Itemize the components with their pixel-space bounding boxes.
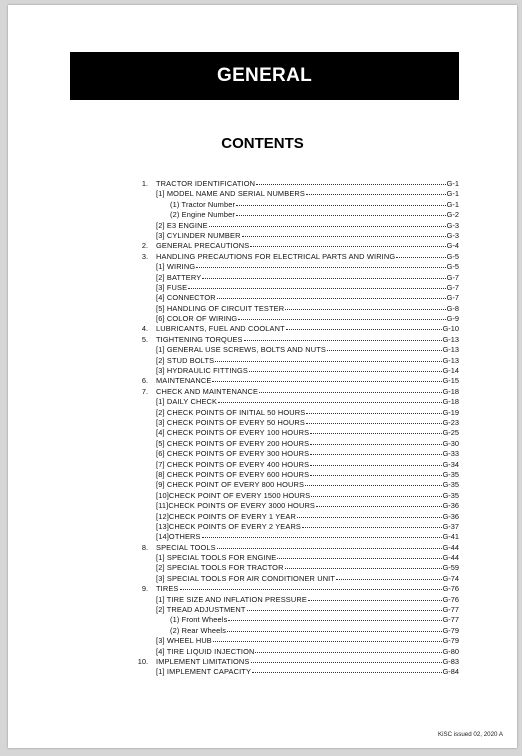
toc-entry[interactable]	[133, 366, 459, 376]
contents-heading: CONTENTS	[221, 135, 304, 152]
dot-leader	[250, 246, 445, 247]
toc-entry-page: G-35	[442, 480, 459, 490]
toc-entry[interactable]	[133, 387, 459, 397]
toc-entry[interactable]	[133, 480, 459, 490]
dot-leader	[285, 309, 445, 310]
toc-entry-label: [4] TIRE LIQUID INJECTION	[156, 646, 255, 656]
toc-entry[interactable]	[133, 314, 459, 324]
dot-leader	[202, 537, 442, 538]
dot-leader	[212, 381, 441, 382]
toc-entry-label: [3] FUSE	[156, 282, 188, 292]
toc-entry-page: G-36	[442, 511, 459, 521]
toc-entry-page: G-1	[446, 189, 459, 199]
toc-entry-number: 10.	[137, 656, 148, 666]
toc-entry-label: [8] CHECK POINTS OF EVERY 600 HOURS	[156, 469, 310, 479]
dot-leader	[218, 402, 441, 403]
toc-entry[interactable]	[133, 615, 459, 625]
toc-entry[interactable]	[133, 252, 459, 262]
toc-entry-page: G-10	[442, 324, 459, 334]
toc-entry-label: [1] DAILY CHECK	[156, 397, 218, 407]
toc-entry-page: G-37	[442, 521, 459, 531]
toc-entry-label: [1] TIRE SIZE AND INFLATION PRESSURE	[156, 594, 307, 604]
dot-leader	[286, 329, 442, 330]
toc-entry-page: G-77	[442, 605, 459, 615]
toc-entry-page: G-13	[442, 334, 459, 344]
toc-entry-page: G-79	[442, 625, 459, 635]
toc-entry-label: [13]CHECK POINTS OF EVERY 2 YEARS	[156, 521, 302, 531]
toc-entry-label: [6] COLOR OF WIRING	[156, 314, 238, 324]
toc-entry-label: [4] CONNECTOR	[156, 293, 216, 303]
toc-entry-label: TRACTOR IDENTIFICATION	[156, 179, 256, 188]
dot-leader	[310, 475, 441, 476]
toc-entry-label: [2] CHECK POINTS OF INITIAL 50 HOURS	[156, 407, 306, 417]
dot-leader	[228, 620, 441, 621]
toc-entry-page: G-30	[442, 438, 459, 448]
toc-entry-label: [5] HANDLING OF CIRCUIT TESTER	[156, 303, 285, 313]
toc-entry[interactable]	[133, 408, 459, 418]
section-banner	[70, 52, 459, 100]
toc-entry-label: SPECIAL TOOLS	[156, 542, 216, 552]
dot-leader	[310, 454, 441, 455]
dot-leader	[180, 589, 442, 590]
issue-footer: KiSC issued 02, 2020 A	[437, 731, 503, 738]
toc-entry[interactable]	[133, 418, 459, 428]
section-title: GENERAL	[217, 65, 312, 86]
toc-entry-page: G-3	[446, 220, 459, 230]
toc-entry-page: G-36	[442, 501, 459, 511]
dot-leader	[236, 215, 446, 216]
toc-entry-label: [2] BATTERY	[156, 272, 202, 282]
dot-leader	[217, 298, 446, 299]
toc-entry-page: G-7	[446, 293, 459, 303]
toc-entry-number: 8.	[141, 542, 148, 552]
toc-entry[interactable]	[133, 397, 459, 407]
dot-leader	[285, 568, 442, 569]
dot-leader	[396, 257, 445, 258]
dot-leader	[259, 392, 441, 393]
toc-entry-number: 7.	[141, 386, 148, 396]
toc-entry-page: G-7	[446, 272, 459, 282]
dot-leader	[310, 465, 441, 466]
toc-entry-page: G-35	[442, 490, 459, 500]
toc-entry-page: G-79	[442, 636, 459, 646]
dot-leader	[316, 506, 442, 507]
toc-entry-label: [9] CHECK POINT OF EVERY 800 HOURS	[156, 480, 305, 490]
toc-entry-page: G-44	[442, 542, 459, 552]
toc-entry[interactable]	[133, 595, 459, 605]
toc-entry-number: 3.	[141, 251, 148, 261]
dot-leader	[196, 267, 445, 268]
toc-entry-label: [1] GENERAL USE SCREWS, BOLTS AND NUTS	[156, 345, 326, 355]
toc-entry-page: G-18	[442, 397, 459, 407]
dot-leader	[277, 558, 441, 559]
toc-entry-page: G-33	[442, 449, 459, 459]
dot-leader	[327, 350, 442, 351]
toc-entry-page: G-1	[446, 179, 459, 188]
toc-entry-page: G-4	[446, 241, 459, 251]
dot-leader	[202, 278, 445, 279]
toc-entry[interactable]	[133, 563, 459, 573]
dot-leader	[297, 517, 442, 518]
toc-entry[interactable]	[133, 179, 459, 189]
toc-entry-label: [10]CHECK POINT OF EVERY 1500 HOURS	[156, 490, 311, 500]
toc-entry-page: G-15	[442, 376, 459, 386]
dot-leader	[251, 662, 442, 663]
toc-entry-page: G-1	[446, 199, 459, 209]
toc-entry-page: G-44	[442, 553, 459, 563]
toc-entry[interactable]	[133, 449, 459, 459]
toc-entry-page: G-7	[446, 282, 459, 292]
toc-entry[interactable]	[133, 512, 459, 522]
dot-leader	[252, 672, 442, 673]
toc-entry-number: 1.	[141, 179, 148, 188]
toc-entry[interactable]	[133, 460, 459, 470]
toc-entry-label: MAINTENANCE	[156, 376, 212, 386]
toc-entry-label: [11]CHECK POINTS OF EVERY 3000 HOURS	[156, 501, 316, 511]
toc-entry[interactable]	[133, 532, 459, 542]
toc-entry-label: [1] IMPLEMENT CAPACITY	[156, 667, 252, 677]
toc-entry[interactable]	[133, 428, 459, 438]
toc-entry[interactable]	[133, 574, 459, 584]
toc-entry[interactable]	[133, 210, 459, 220]
toc-entry-label: GENERAL PRECAUTIONS	[156, 241, 250, 251]
toc-entry-label: [1] SPECIAL TOOLS FOR ENGINE	[156, 553, 277, 563]
toc-entry-label: [2] TREAD ADJUSTMENT	[156, 605, 246, 615]
toc-entry-label: TIGHTENING TORQUES	[156, 334, 243, 344]
toc-entry[interactable]	[133, 189, 459, 199]
toc-entry-label: [3] CHECK POINTS OF EVERY 50 HOURS	[156, 417, 305, 427]
toc-entry-page: G-76	[442, 594, 459, 604]
toc-entry[interactable]	[133, 626, 459, 636]
toc-entry[interactable]	[133, 584, 459, 594]
toc-entry-label: CHECK AND MAINTENANCE	[156, 386, 259, 396]
toc-entry-page: G-35	[442, 469, 459, 479]
toc-entry[interactable]	[133, 283, 459, 293]
toc-entry-page: G-84	[442, 667, 459, 677]
toc-entry-page: G-9	[446, 314, 459, 324]
toc-entry[interactable]	[133, 491, 459, 501]
toc-entry-label: (1) Tractor Number	[170, 199, 236, 209]
toc-entry[interactable]	[133, 470, 459, 480]
document-page	[8, 5, 517, 748]
dot-leader	[306, 413, 441, 414]
toc-entry-number: 4.	[141, 324, 148, 334]
toc-entry-page: G-83	[442, 656, 459, 666]
dot-leader	[244, 340, 442, 341]
toc-entry[interactable]	[133, 231, 459, 241]
dot-leader	[217, 548, 442, 549]
toc-entry-page: G-18	[442, 386, 459, 396]
toc-entry-page: G-5	[446, 251, 459, 261]
toc-entry-page: G-19	[442, 407, 459, 417]
toc-entry-page: G-77	[442, 615, 459, 625]
toc-entry-page: G-41	[442, 532, 459, 542]
toc-entry-label: HANDLING PRECAUTIONS FOR ELECTRICAL PARTS AND WIRING	[156, 251, 396, 261]
toc-entry-page: G-34	[442, 459, 459, 469]
toc-entry[interactable]	[133, 667, 459, 677]
dot-leader	[242, 236, 446, 237]
table-of-contents	[133, 179, 459, 678]
toc-entry[interactable]	[133, 345, 459, 355]
dot-leader	[188, 288, 445, 289]
toc-entry[interactable]	[133, 304, 459, 314]
toc-entry-page: G-74	[442, 573, 459, 583]
dot-leader	[215, 361, 441, 362]
toc-entry-label: [14]OTHERS	[156, 532, 201, 542]
toc-entry-page: G-23	[442, 417, 459, 427]
toc-entry-label: [3] SPECIAL TOOLS FOR AIR CONDITIONER UNIT	[156, 573, 336, 583]
toc-entry-page: G-8	[446, 303, 459, 313]
toc-entry-label: [6] CHECK POINTS OF EVERY 300 HOURS	[156, 449, 310, 459]
dot-leader	[227, 631, 442, 632]
toc-entry-label: [3] HYDRAULIC FITTINGS	[156, 366, 248, 376]
toc-entry-label: IMPLEMENT LIMITATIONS	[156, 656, 250, 666]
dot-leader	[247, 610, 442, 611]
dot-leader	[336, 579, 442, 580]
toc-entry[interactable]	[133, 647, 459, 657]
dot-leader	[255, 652, 441, 653]
toc-entry-number: 2.	[141, 241, 148, 251]
dot-leader	[249, 371, 442, 372]
toc-entry-page: G-13	[442, 345, 459, 355]
toc-entry[interactable]	[133, 636, 459, 646]
toc-entry[interactable]	[133, 324, 459, 334]
toc-entry-number: 9.	[141, 584, 148, 594]
toc-entry-label: [1] MODEL NAME AND SERIAL NUMBERS	[156, 189, 305, 199]
toc-entry[interactable]	[133, 273, 459, 283]
toc-entry-label: [3] WHEEL HUB	[156, 636, 212, 646]
toc-entry-label: TIRES	[156, 584, 179, 594]
toc-entry-page: G-59	[442, 563, 459, 573]
toc-entry-label: [4] CHECK POINTS OF EVERY 100 HOURS	[156, 428, 310, 438]
toc-entry[interactable]	[133, 241, 459, 251]
toc-entry-page: G-80	[442, 646, 459, 656]
toc-entry-label: LUBRICANTS, FUEL AND COOLANT	[156, 324, 285, 334]
toc-entry[interactable]	[133, 262, 459, 272]
toc-entry[interactable]	[133, 293, 459, 303]
toc-entry[interactable]	[133, 605, 459, 615]
toc-entry-label: [5] CHECK POINTS OF EVERY 200 HOURS	[156, 438, 310, 448]
toc-entry[interactable]	[133, 657, 459, 667]
toc-entry-label: [7] CHECK POINTS OF EVERY 400 HOURS	[156, 459, 310, 469]
dot-leader	[306, 194, 446, 195]
toc-entry-label: (1) Front Wheels	[170, 615, 228, 625]
toc-entry-label: [1] WIRING	[156, 262, 196, 272]
toc-entry-page: G-13	[442, 355, 459, 365]
toc-entry-label: (2) Engine Number	[170, 210, 235, 220]
dot-leader	[238, 319, 445, 320]
toc-entry[interactable]	[133, 356, 459, 366]
toc-entry[interactable]	[133, 376, 459, 386]
dot-leader	[305, 485, 442, 486]
dot-leader	[308, 600, 442, 601]
toc-entry-label: [2] SPECIAL TOOLS FOR TRACTOR	[156, 563, 284, 573]
toc-entry-label: [3] CYLINDER NUMBER	[156, 230, 241, 240]
toc-entry-page: G-5	[446, 262, 459, 272]
toc-entry[interactable]	[133, 335, 459, 345]
dot-leader	[236, 205, 446, 206]
toc-entry[interactable]	[133, 543, 459, 553]
toc-entry-number: 6.	[141, 376, 148, 386]
dot-leader	[302, 527, 442, 528]
dot-leader	[209, 226, 446, 227]
dot-leader	[310, 444, 441, 445]
toc-entry-label: [2] E3 ENGINE	[156, 220, 208, 230]
toc-entry[interactable]	[133, 439, 459, 449]
toc-entry-page: G-14	[442, 366, 459, 376]
toc-entry-label: [12]CHECK POINTS OF EVERY 1 YEAR	[156, 511, 296, 521]
toc-entry-number: 5.	[141, 334, 148, 344]
dot-leader	[213, 641, 442, 642]
toc-entry[interactable]	[133, 501, 459, 511]
toc-entry-page: G-25	[442, 428, 459, 438]
dot-leader	[306, 423, 442, 424]
toc-entry[interactable]	[133, 522, 459, 532]
toc-entry[interactable]	[133, 200, 459, 210]
toc-entry-label: (2) Rear Wheels	[170, 625, 227, 635]
dot-leader	[311, 496, 441, 497]
toc-entry-page: G-76	[442, 584, 459, 594]
dot-leader	[256, 184, 446, 185]
toc-entry[interactable]	[133, 221, 459, 231]
toc-entry-page: G-2	[446, 210, 459, 220]
toc-entry-page: G-3	[446, 230, 459, 240]
toc-entry-label: [2] STUD BOLTS	[156, 355, 215, 365]
toc-entry[interactable]	[133, 553, 459, 563]
dot-leader	[310, 433, 441, 434]
